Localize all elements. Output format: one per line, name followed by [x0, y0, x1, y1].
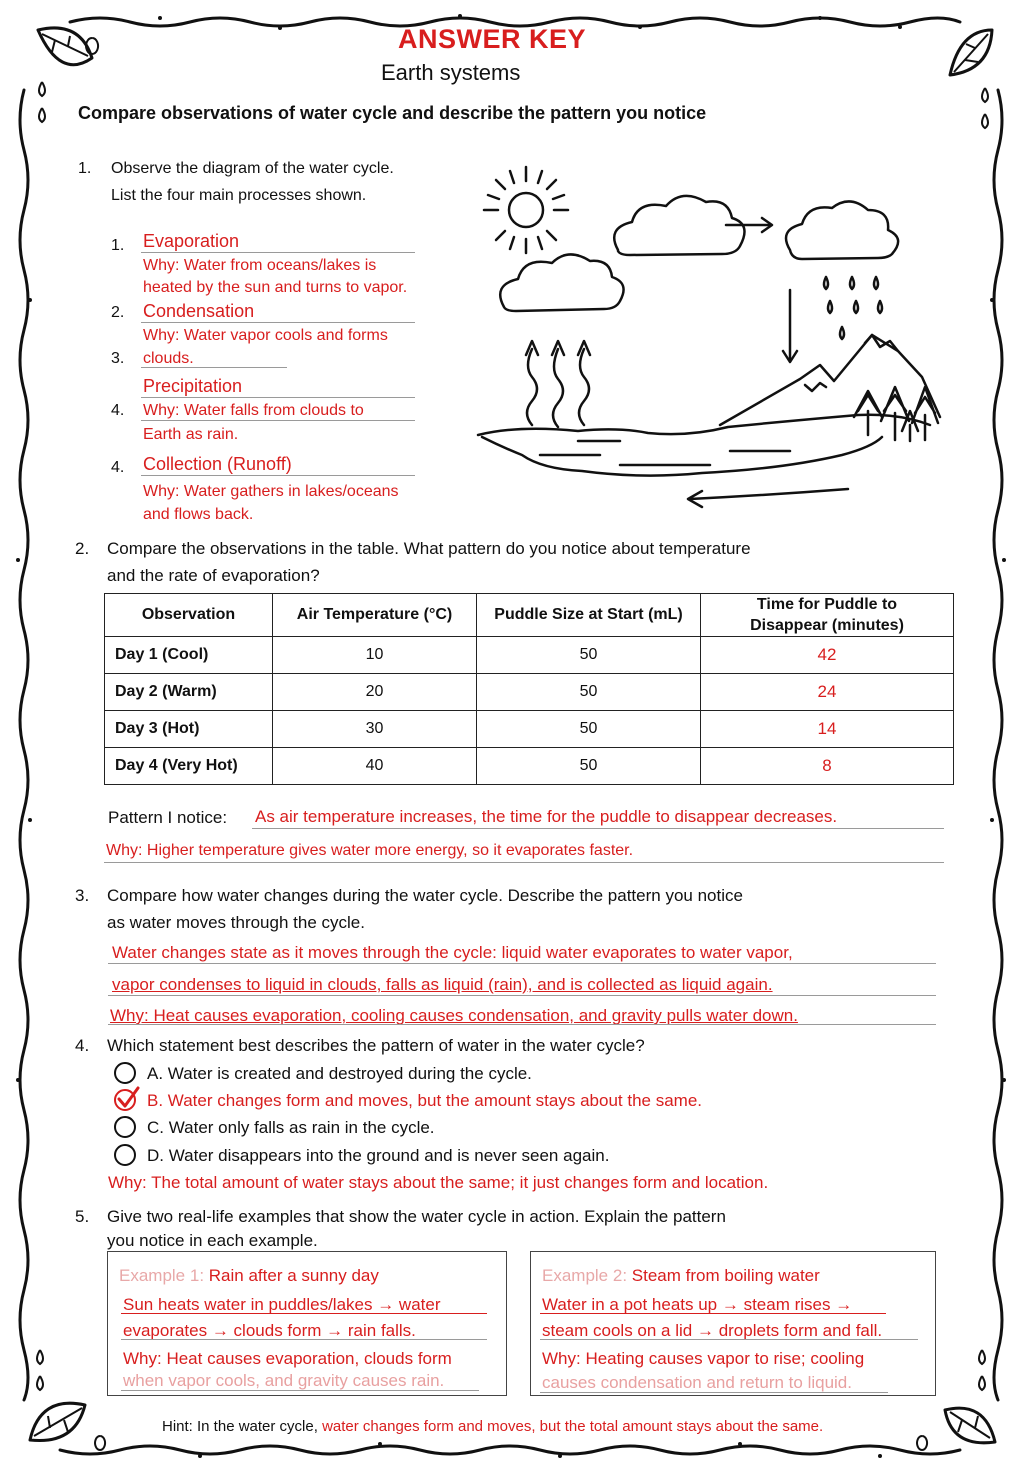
- subject-title: Earth systems: [381, 60, 521, 85]
- q1-item3-number: 3.: [111, 350, 125, 367]
- table-row: [105, 637, 954, 674]
- q5-prompt-line1: Give two real-life examples that show the water cycle in action. Explain the pattern: [107, 1207, 726, 1226]
- example1-line1: Sun heats water in puddles/lakes → water: [123, 1295, 441, 1314]
- pattern-why: Why: Higher temperature gives water more energy, so it evaporates faster.: [106, 842, 634, 859]
- q3-line3: [108, 1024, 936, 1025]
- table-cell-answer: 8: [701, 748, 954, 785]
- table-cell: 50: [477, 674, 701, 711]
- q1-item4-answer: Collection (Runoff): [143, 454, 292, 474]
- example2-line4: causes condensation and return to liquid.: [542, 1373, 852, 1392]
- example1-line3: Why: Heat causes evaporation, clouds form: [123, 1349, 452, 1368]
- example1-line4: when vapor cools, and gravity causes rain.: [123, 1371, 445, 1390]
- example2-underline1: [540, 1313, 886, 1314]
- q1-prompt-line1: Observe the diagram of the water cycle.: [111, 160, 394, 177]
- q5-prompt-line2: you notice in each example.: [107, 1231, 318, 1250]
- option-b-label: B. Water changes form and moves, but the amount stays about the same.: [147, 1091, 702, 1110]
- example2-line3: Why: Heating causes vapor to rise; cooling: [542, 1349, 865, 1368]
- q4-prompt: Which statement best describes the pattern of water in the water cycle?: [107, 1036, 645, 1055]
- q1-item4-why2: and flows back.: [143, 506, 254, 523]
- q1-item1-why2: heated by the sun and turns to vapor.: [143, 279, 408, 296]
- checkmark-icon: [114, 1086, 142, 1112]
- q1-item3-blank-line: [141, 367, 287, 368]
- q1-item3-why1: Why: Water falls from clouds to: [143, 402, 364, 419]
- raindrop-icon: [824, 277, 882, 339]
- q2-number: 2.: [75, 539, 90, 558]
- option-d-radio[interactable]: [114, 1144, 136, 1166]
- column-header: Puddle Size at Start (mL): [477, 594, 701, 637]
- column-header: Air Temperature (°C): [273, 594, 477, 637]
- table-cell: 50: [477, 748, 701, 785]
- q2-prompt-line2: and the rate of evaporation?: [107, 566, 320, 585]
- q3-prompt-line1: Compare how water changes during the water cycle. Describe the pattern you notice: [107, 886, 743, 905]
- table-cell-answer: 14: [701, 711, 954, 748]
- q3-line1: [108, 963, 936, 964]
- cloud-icon: [500, 254, 623, 311]
- table-cell-answer: 42: [701, 637, 954, 674]
- example2-title: Steam from boiling water: [631, 1266, 820, 1285]
- column-header: [701, 594, 954, 637]
- q1-item3-extra-number: 4.: [111, 402, 125, 419]
- answer-key-badge: ANSWER KEY: [398, 24, 587, 54]
- column-header-line1: Time for Puddle to: [756, 596, 898, 613]
- q1-item3-line: [141, 397, 415, 398]
- q1-item2-why2: clouds.: [143, 350, 194, 367]
- table-cell: 10: [273, 637, 477, 674]
- option-d-label: D. Water disappears into the ground and is never seen again.: [147, 1146, 610, 1165]
- table-header-row: [105, 594, 954, 637]
- example1-label: Example 1:: [119, 1266, 205, 1285]
- q5-number: 5.: [75, 1207, 90, 1226]
- observation-table: [104, 593, 954, 785]
- hint-text: water changes form and moves, but the total amount stays about the same.: [322, 1418, 824, 1435]
- q3-answer-line2: vapor condenses to liquid in clouds, falls as liquid (rain), and is collected as liquid again.: [112, 975, 773, 994]
- q1-item2-number: 2.: [111, 304, 125, 321]
- q1-item2-why1: Why: Water vapor cools and forms: [143, 327, 388, 344]
- table-row: [105, 711, 954, 748]
- q1-item3-why2: Earth as rain.: [143, 426, 239, 443]
- q1-item1-why1: Why: Water from oceans/lakes is: [143, 257, 377, 274]
- example1-title: Rain after a sunny day: [208, 1266, 379, 1285]
- example2-header: [542, 1263, 820, 1289]
- worksheet-title: Compare observations of water cycle and describe the pattern you notice: [78, 103, 707, 123]
- column-header-line2: Disappear (minutes): [750, 617, 904, 634]
- table-cell-answer: 24: [701, 674, 954, 711]
- q1-item1-number: 1.: [111, 237, 125, 254]
- column-header: Observation: [105, 594, 273, 637]
- table-cell: Day 2 (Warm): [105, 674, 273, 711]
- example1-underline1: [121, 1313, 487, 1314]
- example2-line1: Water in a pot heats up → steam rises →: [542, 1295, 853, 1314]
- q1-item1-line: [141, 252, 415, 253]
- water-cycle-diagram: [470, 155, 970, 515]
- cloud-icon: [786, 201, 898, 259]
- q1-prompt-line2: List the four main processes shown.: [111, 187, 367, 204]
- sun-icon: [484, 167, 568, 253]
- q3-answer-line1: Water changes state as it moves through the cycle: liquid water evaporates to water vapor,: [112, 943, 793, 962]
- example1-underline4: [121, 1390, 479, 1391]
- example2-line2: steam cools on a lid → droplets form and fall.: [542, 1321, 883, 1340]
- q3-prompt-line2: as water moves through the cycle.: [107, 913, 365, 932]
- q2-prompt-line1: Compare the observations in the table. What pattern do you notice about temperature: [107, 539, 751, 558]
- table-cell: Day 4 (Very Hot): [105, 748, 273, 785]
- pattern-label: Pattern I notice:: [108, 808, 228, 827]
- example1-line2: evaporates → clouds form → rain falls.: [123, 1321, 416, 1340]
- pattern-line: [252, 828, 944, 829]
- q3-number: 3.: [75, 886, 90, 905]
- table-cell: 50: [477, 711, 701, 748]
- table-row: [105, 748, 954, 785]
- q1-item3-why-line: [141, 420, 415, 421]
- hint: [162, 1418, 823, 1435]
- q3-answer-line3: Why: Heat causes evaporation, cooling causes condensation, and gravity pulls water down.: [110, 1006, 798, 1025]
- q1-item4-number: 4.: [111, 459, 125, 476]
- option-a-label: A. Water is created and destroyed during the cycle.: [147, 1064, 532, 1083]
- q1-item3-answer: Precipitation: [143, 376, 243, 396]
- pattern-why-line: [104, 862, 944, 863]
- table-cell: Day 3 (Hot): [105, 711, 273, 748]
- q3-line2: [108, 995, 936, 996]
- option-c-label: C. Water only falls as rain in the cycle.: [147, 1118, 435, 1137]
- table-cell: 40: [273, 748, 477, 785]
- q1-item4-line: [141, 475, 415, 476]
- q4-why: Why: The total amount of water stays about the same; it just changes form and location.: [108, 1173, 769, 1192]
- table-cell: Day 1 (Cool): [105, 637, 273, 674]
- table-row: [105, 674, 954, 711]
- example2-underline4: [540, 1392, 888, 1393]
- pattern-answer: As air temperature increases, the time for the puddle to disappear decreases.: [255, 807, 838, 826]
- example2-label: Example 2:: [542, 1266, 628, 1285]
- q1-number: 1.: [78, 160, 92, 177]
- example2-underline2: [540, 1339, 918, 1340]
- table-cell: 20: [273, 674, 477, 711]
- example1-header: [119, 1263, 379, 1289]
- hint-label: Hint: In the water cycle,: [162, 1418, 318, 1435]
- q4-number: 4.: [75, 1036, 90, 1055]
- option-a-radio[interactable]: [114, 1062, 136, 1084]
- table-cell: 30: [273, 711, 477, 748]
- table-cell: 50: [477, 637, 701, 674]
- q1-item2-line: [141, 322, 415, 323]
- option-c-radio[interactable]: [114, 1116, 136, 1138]
- q1-item2-answer: Condensation: [143, 301, 255, 321]
- q1-item1-answer: Evaporation: [143, 231, 240, 251]
- example1-underline2: [121, 1339, 487, 1340]
- q1-item4-why1: Why: Water gathers in lakes/oceans: [143, 483, 399, 500]
